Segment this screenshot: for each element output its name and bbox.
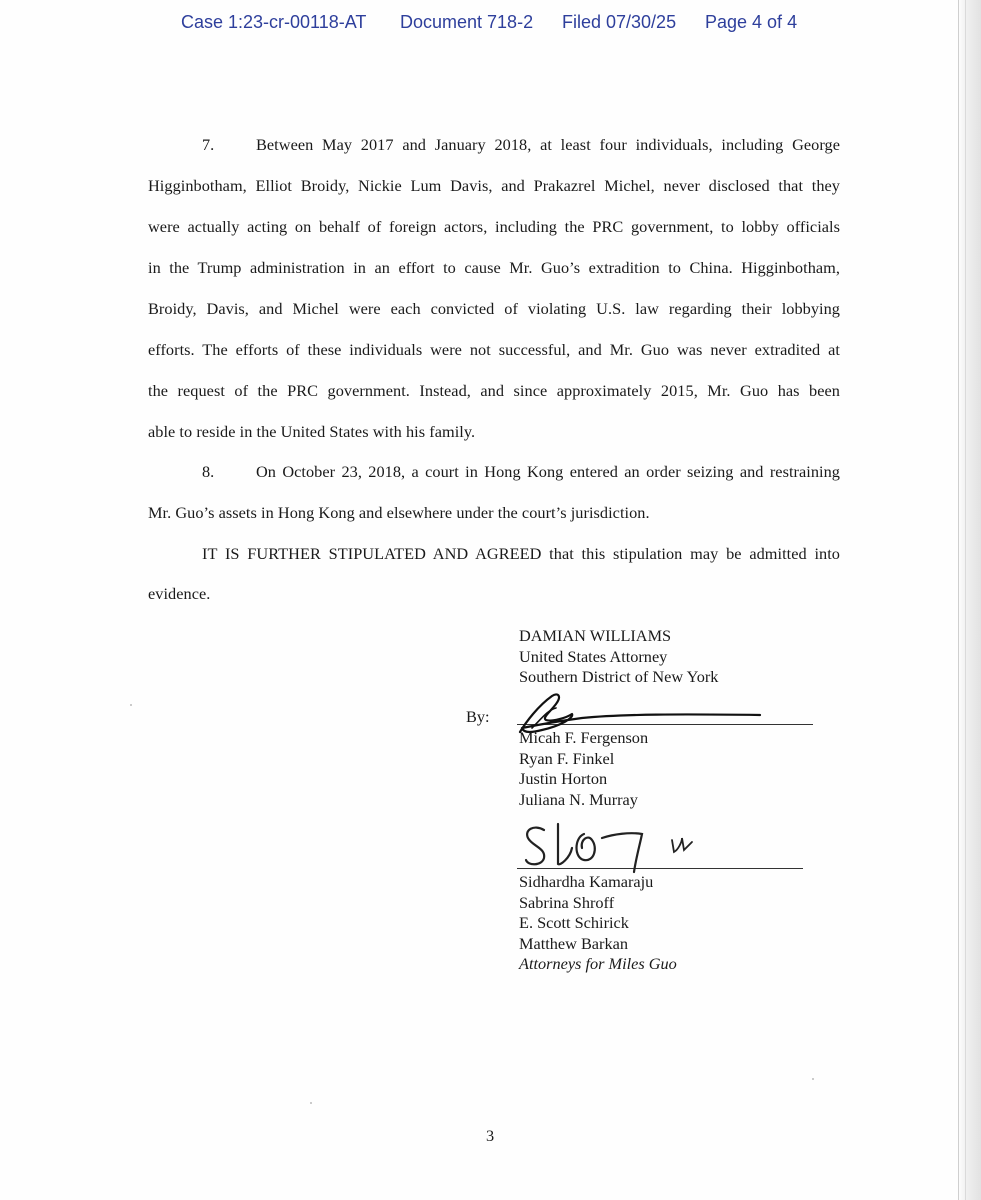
header-page-count: Page 4 of 4 <box>705 12 798 32</box>
defense-signature-icon <box>518 818 708 874</box>
paragraph-7-line-8: able to reside in the United States with his family. <box>148 422 476 441</box>
paragraph-7-line-2: Higginbotham, Elliot Broidy, Nickie Lum Davis, and Prakazrel Michel, never disclosed that they <box>148 176 840 195</box>
signatory-name: Juliana N. Murray <box>519 789 638 809</box>
signatory-name: Sabrina Shroff <box>519 892 615 912</box>
page-number: 3 <box>486 1126 495 1145</box>
government-block <box>519 626 718 688</box>
us-attorney-title: United States Attorney <box>519 646 668 666</box>
paragraph-7-line-6: efforts. The efforts of these individuals were not successful, and Mr. Guo was never extradited at <box>148 340 840 359</box>
paragraph-8-number: 8. <box>202 462 215 481</box>
scan-speck <box>310 1102 312 1104</box>
stipulation-line-2: evidence. <box>148 584 211 603</box>
header-filed-date: Filed 07/30/25 <box>562 12 677 32</box>
us-attorney-office: Southern District of New York <box>519 667 719 686</box>
paragraph-7-line-3: were actually acting on behalf of foreign actors, including the PRC government, to lobby officials <box>148 217 840 236</box>
signatory-name: Justin Horton <box>519 769 608 788</box>
defense-signatories <box>519 872 677 975</box>
paragraph-7-line-4: in the Trump administration in an effort to cause Mr. Guo’s extradition to China. Higginbotham, <box>148 258 840 277</box>
page-edge-line <box>965 0 966 1200</box>
us-attorney-name: DAMIAN WILLIAMS <box>519 626 672 645</box>
signatory-name: Matthew Barkan <box>519 933 628 953</box>
paragraph-7-line-7: the request of the PRC government. Instead, and since approximately 2015, Mr. Guo has been <box>148 381 840 400</box>
paragraph-7-line-5: Broidy, Davis, and Michel were each convicted of violating U.S. law regarding their lobbying <box>148 299 840 318</box>
paragraph-7-line-1: Between May 2017 and January 2018, at least four individuals, including George <box>256 135 840 154</box>
by-label: By: <box>466 707 490 726</box>
paragraph-8-line-1: On October 23, 2018, a court in Hong Kong entered an order seizing and restraining <box>256 462 840 481</box>
ecf-header <box>0 10 981 40</box>
stipulation-line-1: IT IS FURTHER STIPULATED AND AGREED that this stipulation may be admitted into <box>202 544 840 563</box>
signatory-name: Ryan F. Finkel <box>519 748 615 768</box>
header-document-number: Document 718-2 <box>400 12 534 32</box>
page-edge-shadow <box>957 0 981 1200</box>
government-signatories <box>519 728 648 810</box>
defense-role: Attorneys for Miles Guo <box>519 954 677 973</box>
paragraph-7-number: 7. <box>202 135 215 154</box>
header-case-number: Case 1:23-cr-00118-AT <box>181 12 367 32</box>
paragraph-8-line-2: Mr. Guo’s assets in Hong Kong and elsewhere under the court’s jurisdiction. <box>148 503 650 522</box>
signatory-name: E. Scott Schirick <box>519 913 629 932</box>
signatory-name: Sidhardha Kamaraju <box>519 872 654 891</box>
page-edge-line <box>958 0 959 1200</box>
scan-speck <box>812 1078 814 1080</box>
scan-speck <box>130 704 132 706</box>
signatory-name: Micah F. Fergenson <box>519 728 649 747</box>
